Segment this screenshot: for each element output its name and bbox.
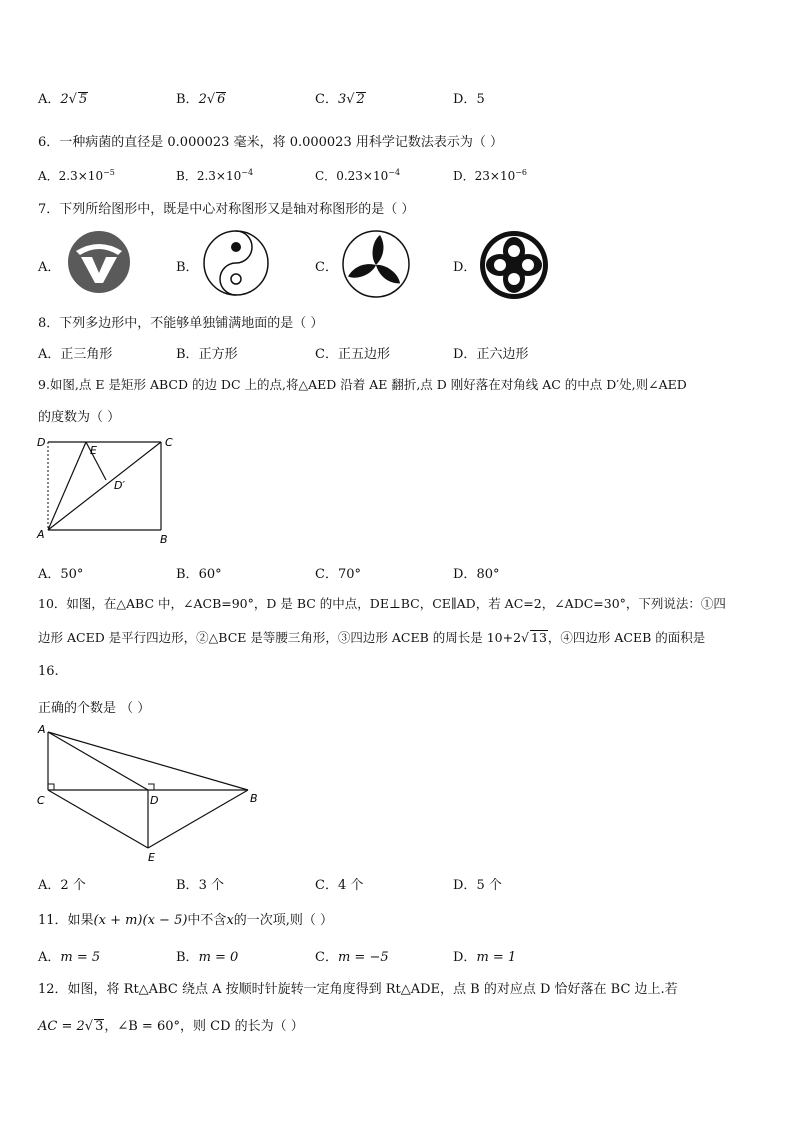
stem-text: ，④四边形 ACEB 的面积是 xyxy=(547,630,706,645)
option-label: D． xyxy=(453,878,477,893)
q7-option-a-label: A． xyxy=(38,260,61,275)
option-label: B． xyxy=(176,878,199,893)
segment-ab xyxy=(48,732,248,790)
radicand: 6 xyxy=(217,92,226,107)
stem-text: 边形 ACED 是平行四边形，②△BCE 是等腰三角形，③四边形 ACEB 的周长是 10+2 xyxy=(38,630,522,645)
q6-option-b xyxy=(176,167,253,184)
q5-option-a: A．2√ 5 xyxy=(38,92,88,107)
q10-stem-line3: 16. xyxy=(38,664,59,679)
radicand: 2 xyxy=(356,92,365,107)
label-a: A xyxy=(37,528,45,541)
q10-option-c xyxy=(315,874,363,893)
label-c: C xyxy=(37,794,45,807)
option-text: 5 xyxy=(476,92,485,107)
q10-figure xyxy=(34,722,264,866)
label-b: B xyxy=(160,533,168,546)
option-base: 23×10 xyxy=(474,169,516,183)
q12-stem-line2: AC = 2√ 3，∠B = 60°，则 CD 的长为（ ） xyxy=(38,1019,304,1034)
option-text: m = 0 xyxy=(198,950,239,965)
option-text: 正三角形 xyxy=(60,347,113,362)
option-label: D． xyxy=(453,347,477,362)
option-label: B． xyxy=(176,950,199,965)
option-text: 正六边形 xyxy=(476,347,529,362)
option-text: 4 个 xyxy=(337,878,364,893)
q10-stem-line2: 边形 ACED 是平行四边形，②△BCE 是等腰三角形，③四边形 ACEB 的周长是 10+2√ 13，④四边形 ACEB 的面积是 xyxy=(38,630,706,645)
stem-text: 的一次项,则（ ） xyxy=(233,913,334,928)
segment-ce xyxy=(48,790,148,848)
radicand: 5 xyxy=(78,92,88,107)
option-label: B． xyxy=(176,347,199,362)
q9-option-b xyxy=(176,563,222,582)
segment-ad xyxy=(48,732,148,790)
q9-option-a xyxy=(38,563,83,582)
q9-option-d xyxy=(453,563,499,582)
option-base: 0.23×10 xyxy=(336,169,389,183)
option-text: 80° xyxy=(476,567,500,582)
stem-text: ，∠B = 60°，则 CD 的长为（ ） xyxy=(104,1019,304,1034)
option-label: C． xyxy=(315,878,338,893)
option-label: D． xyxy=(453,567,477,582)
four-petal-icon xyxy=(478,229,550,301)
option-label: A． xyxy=(38,878,61,893)
option-text: 70° xyxy=(337,567,361,582)
radicand: 13 xyxy=(531,630,547,645)
q5-option-b: B．2√ 6 xyxy=(176,92,226,107)
label-d: D xyxy=(150,794,159,807)
option-label: B． xyxy=(176,567,199,582)
segment-ae xyxy=(48,442,86,530)
option-label: A． xyxy=(38,92,61,107)
coefficient: 3 xyxy=(337,92,347,107)
option-label: D． xyxy=(453,950,477,965)
label-e: E xyxy=(148,851,155,864)
q7-option-b-label: B． xyxy=(176,260,199,275)
radicand: 3 xyxy=(95,1019,104,1034)
q11-option-d xyxy=(453,946,516,965)
option-text: 正方形 xyxy=(198,347,238,362)
label-e: E xyxy=(90,444,97,457)
yin-yang-icon xyxy=(202,229,270,297)
q8-option-a xyxy=(38,343,112,362)
option-label: B． xyxy=(176,169,197,183)
option-label: A． xyxy=(38,950,61,965)
q5-option-c: C．3√ 2 xyxy=(315,92,365,107)
option-exponent: −6 xyxy=(515,168,528,177)
option-label: A． xyxy=(38,567,61,582)
option-label: D． xyxy=(453,92,477,107)
q9-option-c xyxy=(315,563,361,582)
option-label: C． xyxy=(315,92,338,107)
q7-stem: 7．下列所给图形中，既是中心对称图形又是轴对称图形的是（ ） xyxy=(38,202,415,217)
option-exponent: −4 xyxy=(241,168,254,177)
right-angle-c xyxy=(48,784,54,790)
label-b: B xyxy=(250,792,258,805)
q12-stem-line1: 12．如图，将 Rt△ABC 绕点 A 按顺时针旋转一定角度得到 Rt△ADE，点 B 的对应点 D 恰好落在 BC 边上.若 xyxy=(38,982,678,997)
option-exponent: −5 xyxy=(103,168,115,177)
coefficient: 2 xyxy=(60,92,69,107)
option-text: 2 个 xyxy=(60,878,86,893)
option-label: C． xyxy=(315,347,338,362)
q10-stem-line4: 正确的个数是 （ ） xyxy=(38,701,151,716)
option-exponent: −4 xyxy=(388,168,401,177)
q8-option-c xyxy=(315,343,390,362)
coefficient: 2 xyxy=(198,92,207,107)
q10-option-d xyxy=(453,874,502,893)
option-label: A． xyxy=(38,169,59,183)
segment-eb xyxy=(148,790,248,848)
q7-option-c-label: C． xyxy=(315,260,338,275)
stem-text: 中不含 xyxy=(187,913,227,928)
right-angle-d xyxy=(148,784,154,790)
option-base: 2.3×10 xyxy=(58,169,104,183)
q7-option-d-label: D． xyxy=(453,260,477,275)
three-blade-icon xyxy=(341,229,411,299)
q6-option-c xyxy=(315,167,400,184)
option-text: m = 1 xyxy=(476,950,517,965)
stem-expression: AC = 2 xyxy=(38,1019,85,1034)
option-base: 2.3×10 xyxy=(196,169,242,183)
option-label: B． xyxy=(176,92,199,107)
label-c: C xyxy=(165,436,173,449)
option-label: C． xyxy=(315,169,337,183)
q11-option-b xyxy=(176,946,238,965)
q5-option-d xyxy=(453,88,485,107)
q9-stem-line2: 的度数为（ ） xyxy=(38,410,121,425)
label-a: A xyxy=(38,723,46,736)
option-text: 3 个 xyxy=(198,878,224,893)
q10-stem-line1: 10．如图，在△ABC 中，∠ACB=90°，D 是 BC 的中点，DE⊥BC，CE∥AD，若 AC=2，∠ADC=30°，下列说法：①四 xyxy=(38,596,726,611)
q6-option-d xyxy=(453,167,527,184)
q10-option-a xyxy=(38,874,86,893)
option-text: 50° xyxy=(60,567,84,582)
stem-text: 11．如果 xyxy=(38,913,94,928)
option-label: A． xyxy=(38,347,61,362)
q10-option-b xyxy=(176,874,224,893)
option-text: m = −5 xyxy=(337,950,389,965)
q8-option-d xyxy=(453,343,528,362)
v-badge-icon xyxy=(66,229,132,295)
q8-option-b xyxy=(176,343,238,362)
option-text: 5 个 xyxy=(476,878,502,893)
q6-stem: 6．一种病菌的直径是 0.000023 毫米，将 0.000023 用科学记数法表示为（ ） xyxy=(38,135,503,150)
q6-option-a xyxy=(38,167,115,184)
option-text: 正五边形 xyxy=(337,347,390,362)
q8-stem: 8．下列多边形中，不能够单独铺满地面的是（ ） xyxy=(38,316,324,331)
option-label: D． xyxy=(453,169,475,183)
option-text: m = 5 xyxy=(60,950,101,965)
label-d: D xyxy=(37,436,46,449)
q11-stem xyxy=(38,909,333,928)
q9-stem-line1: 9.如图,点 E 是矩形 ABCD 的边 DC 上的点,将△AED 沿着 AE 翻折,点 D 刚好落在对角线 AC 的中点 D′处,则∠AED xyxy=(38,377,687,392)
q9-figure xyxy=(34,432,174,548)
expression: (x + m)(x − 5) xyxy=(93,913,188,928)
option-label: C． xyxy=(315,567,338,582)
option-label: C． xyxy=(315,950,338,965)
label-d-prime: D′ xyxy=(114,479,125,492)
q11-option-a xyxy=(38,946,100,965)
q11-option-c xyxy=(315,946,389,965)
option-text: 60° xyxy=(198,567,222,582)
diagonal-ac xyxy=(48,442,161,530)
variable: x xyxy=(226,913,234,928)
